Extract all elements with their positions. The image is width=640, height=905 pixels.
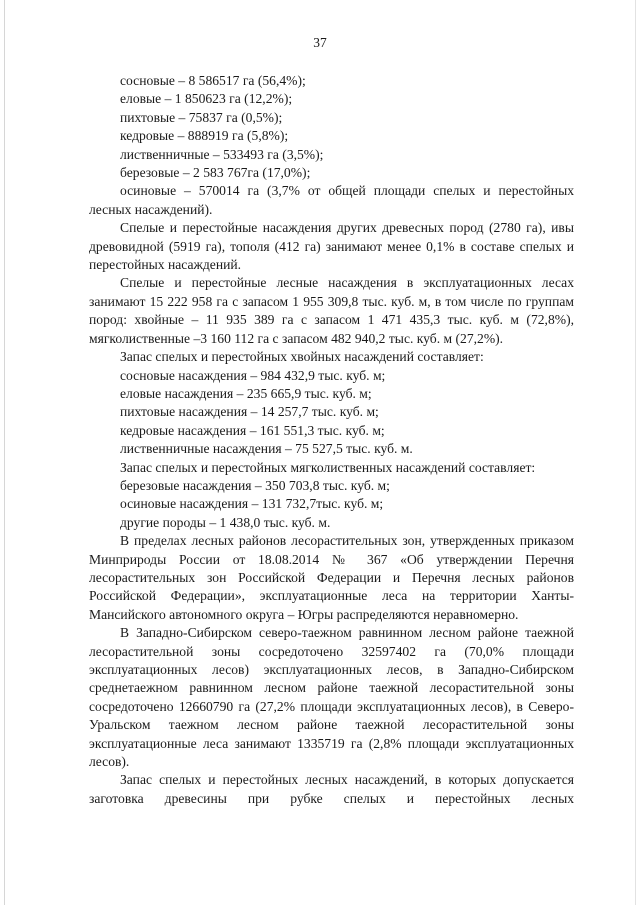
conifer-item-spruce: еловые насаждения – 235 665,9 тыс. куб. м;	[120, 385, 372, 401]
paragraph-harvest-stock: Запас спелых и перестойных лесных насаждений, в которых допускается заготовка древесины при рубке спелых и перестойных лесных	[89, 772, 574, 806]
conifer-item-pine: сосновые насаждения – 984 432,9 тыс. куб. м;	[120, 367, 386, 383]
conifer-item-cedar: кедровые насаждения – 161 551,3 тыс. куб. м;	[120, 422, 385, 438]
conifer-item-fir: пихтовые насаждения – 14 257,7 тыс. куб. м;	[120, 404, 379, 420]
list-item-fir: пихтовые – 75837 га (0,5%);	[120, 109, 283, 125]
page-number: 37	[313, 35, 327, 50]
scan-edge-right	[635, 0, 636, 905]
paragraph-west-siberian-districts: В Западно-Сибирском северо-таежном равнинном лесном районе таежной лесорастительной зоны сосредоточено 32597402 га (70,0% площади эксплуатационных лесов) эксплуатационных лесов, в Западно-Сибирском среднетаежном равнинном лесном районе таежной лесорастительной зоны сосредоточено 12660790 га (27,2% площади эксплуатационных лесов), в Северо-Уральском таежном лесном районе таежной лесорастительной зоны эксплуатационные леса занимают 1335719 га (2,8% площади эксплуатационных лесов).	[89, 625, 574, 770]
softwood-stock-heading: Запас спелых и перестойных мягколиственных насаждений составляет:	[120, 459, 536, 475]
paragraph-forest-zones: В пределах лесных районов лесорастительных зон, утвержденных приказом Минприроды России от 18.08.2014 № 367 «Об утверждении Перечня лесорастительных зон Российской Федерации и Перечня лесных районов Российской Федерации», эксплуатационные леса на территории Ханты-Мансийского автономного округа – Югры распределяются неравномерно.	[89, 533, 574, 622]
scan-edge-left	[4, 0, 5, 905]
list-item-spruce: еловые – 1 850623 га (12,2%);	[120, 91, 293, 107]
conifer-stock-heading: Запас спелых и перестойных хвойных насаждений составляет:	[120, 349, 484, 365]
softwood-item-aspen: осиновые насаждения – 131 732,7тыс. куб. м;	[120, 496, 384, 512]
paragraph-other-species: Спелые и перестойные насаждения других древесных пород (2780 га), ивы древовидной (5919 га), тополя (412 га) занимают менее 0,1% в составе спелых и перестойных насаждений.	[89, 220, 574, 273]
list-item-cedar: кедровые – 888919 га (5,8%);	[120, 128, 289, 144]
paragraph-exploitation-forests: Спелые и перестойные лесные насаждения в эксплуатационных лесах занимают 15 222 958 га с запасом 1 955 309,8 тыс. куб. м, в том числе по группам пород: хвойные – 11 935 389 га с запасом 1 471 435,3 тыс. куб. м (72,8%), мягколиственные –3 160 112 га с запасом 482 940,2 тыс. куб. м (27,2%).	[89, 275, 574, 346]
list-item-larch: лиственничные – 533493 га (3,5%);	[120, 146, 324, 162]
document-body	[89, 72, 574, 808]
conifer-item-larch: лиственничные насаждения – 75 527,5 тыс. куб. м.	[120, 441, 413, 457]
list-item-birch: березовые – 2 583 767га (17,0%);	[120, 165, 311, 181]
list-item-pine: сосновые – 8 586517 га (56,4%);	[120, 73, 306, 88]
softwood-item-birch: березовые насаждения – 350 703,8 тыс. куб. м;	[120, 477, 390, 493]
softwood-item-other: другие породы – 1 438,0 тыс. куб. м.	[120, 514, 331, 530]
list-item-aspen: осиновые – 570014 га (3,7% от общей площади спелых и перестойных лесных насаждений).	[89, 183, 574, 217]
